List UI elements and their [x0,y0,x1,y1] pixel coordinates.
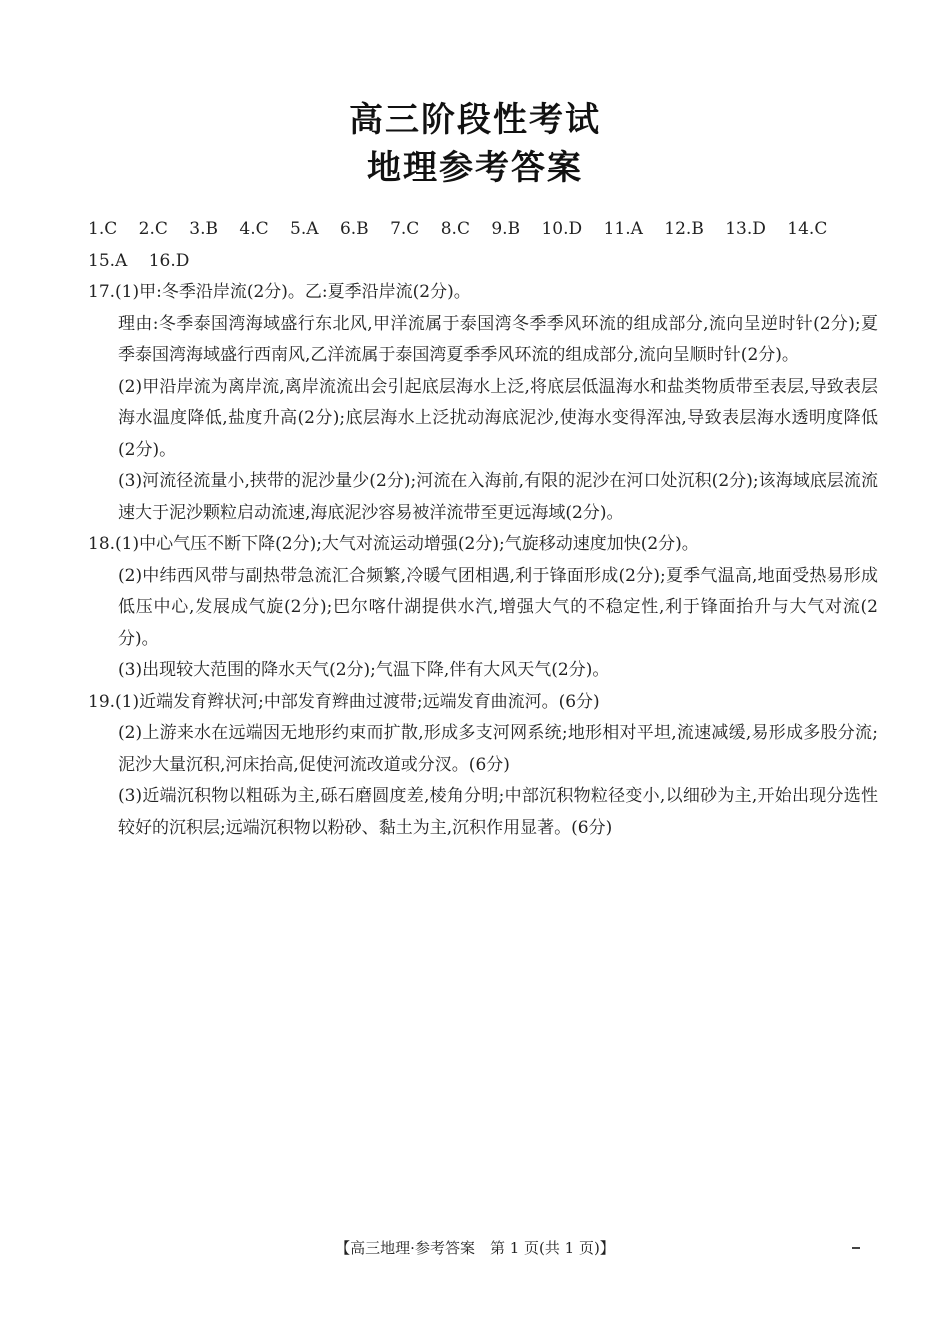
q17-part2: (2)甲沿岸流为离岸流,离岸流流出会引起底层海水上泛,将底层低温海水和盐类物质带至表层,导致表层海水温度降低,盐度升高(2分);底层海水上泛扰动海底泥沙,使海水变得浑浊,导致表层海水透明度降低(2分)。 [118,376,878,460]
q19-part1: 19.(1)近端发育辫状河;中部发育辫曲过渡带;远端发育曲流河。(6分) [88,691,600,712]
multiple-choice-row-1 [88,214,878,246]
mc-answer: 13.D [725,219,766,239]
mc-answer: 15.A [88,250,128,271]
answer-content [88,214,878,844]
question-19 [88,687,878,845]
mc-answer: 16.D [148,250,190,271]
q18-part2: (2)中纬西风带与副热带急流汇合频繁,冷暖气团相遇,利于锋面形成(2分);夏季气温高,地面受热易形成低压中心,发展成气旋(2分);巴尔喀什湖提供水汽,增强大气的不稳定性,利于锋面抬升与大气对流(2分)。 [118,565,878,649]
mc-answer: 8.C [440,219,470,239]
question-17 [88,277,878,529]
mc-answer: 14.C [787,219,828,239]
q19-part3: (3)近端沉积物以粗砾为主,砾石磨圆度差,棱角分明;中部沉积物粒径变小,以细砂为主,开始出现分选性较好的沉积层;远端沉积物以粉砂、黏土为主,沉积作用显著。(6分) [118,786,878,838]
footer-dash-mark [852,1247,860,1249]
q17-part1: 17.(1)甲:冬季沿岸流(2分)。乙:夏季沿岸流(2分)。 [88,282,471,302]
mc-answer: 11.A [603,219,643,239]
q18-part3: (3)出现较大范围的降水天气(2分);气温下降,伴有大风天气(2分)。 [118,660,610,680]
question-18 [88,529,878,687]
mc-answer: 1.C [88,219,118,239]
q17-part1-reason: 理由:冬季泰国湾海域盛行东北风,甲洋流属于泰国湾冬季季风环流的组成部分,流向呈逆时针(2分);夏季泰国湾海域盛行西南风,乙洋流属于泰国湾夏季季风环流的组成部分,流向呈顺时针(2分)。 [118,313,878,365]
multiple-choice-row-2 [88,246,878,278]
mc-answer: 12.B [664,219,704,239]
q18-part1: 18.(1)中心气压不断下降(2分);大气对流运动增强(2分);气旋移动速度加快(2分)。 [88,534,699,554]
q17-part3: (3)河流径流量小,挟带的泥沙量少(2分);河流在入海前,有限的泥沙在河口处沉积(2分);该海域底层流流速大于泥沙颗粒启动流速,海底泥沙容易被洋流带至更远海域(2分)。 [118,471,878,523]
mc-answer: 6.B [339,219,369,239]
mc-answer: 2.C [138,219,168,239]
mc-answer: 4.C [239,219,269,239]
document-title: 高三阶段性考试 [349,100,601,140]
mc-answer: 5.A [290,219,319,239]
document-subtitle: 地理参考答案 [367,148,583,188]
page-footer: 【高三地理·参考答案 第 1 页(共 1 页)】 [335,1239,615,1257]
mc-answer: 7.C [390,219,420,239]
q19-part2: (2)上游来水在远端因无地形约束而扩散,形成多支河网系统;地形相对平坦,流速减缓,易形成多股分流;泥沙大量沉积,河床抬高,促使河流改道或分汊。(6分) [118,723,878,775]
mc-answer: 9.B [491,219,521,239]
mc-answer: 3.B [189,219,218,239]
mc-answer: 10.D [541,219,583,239]
